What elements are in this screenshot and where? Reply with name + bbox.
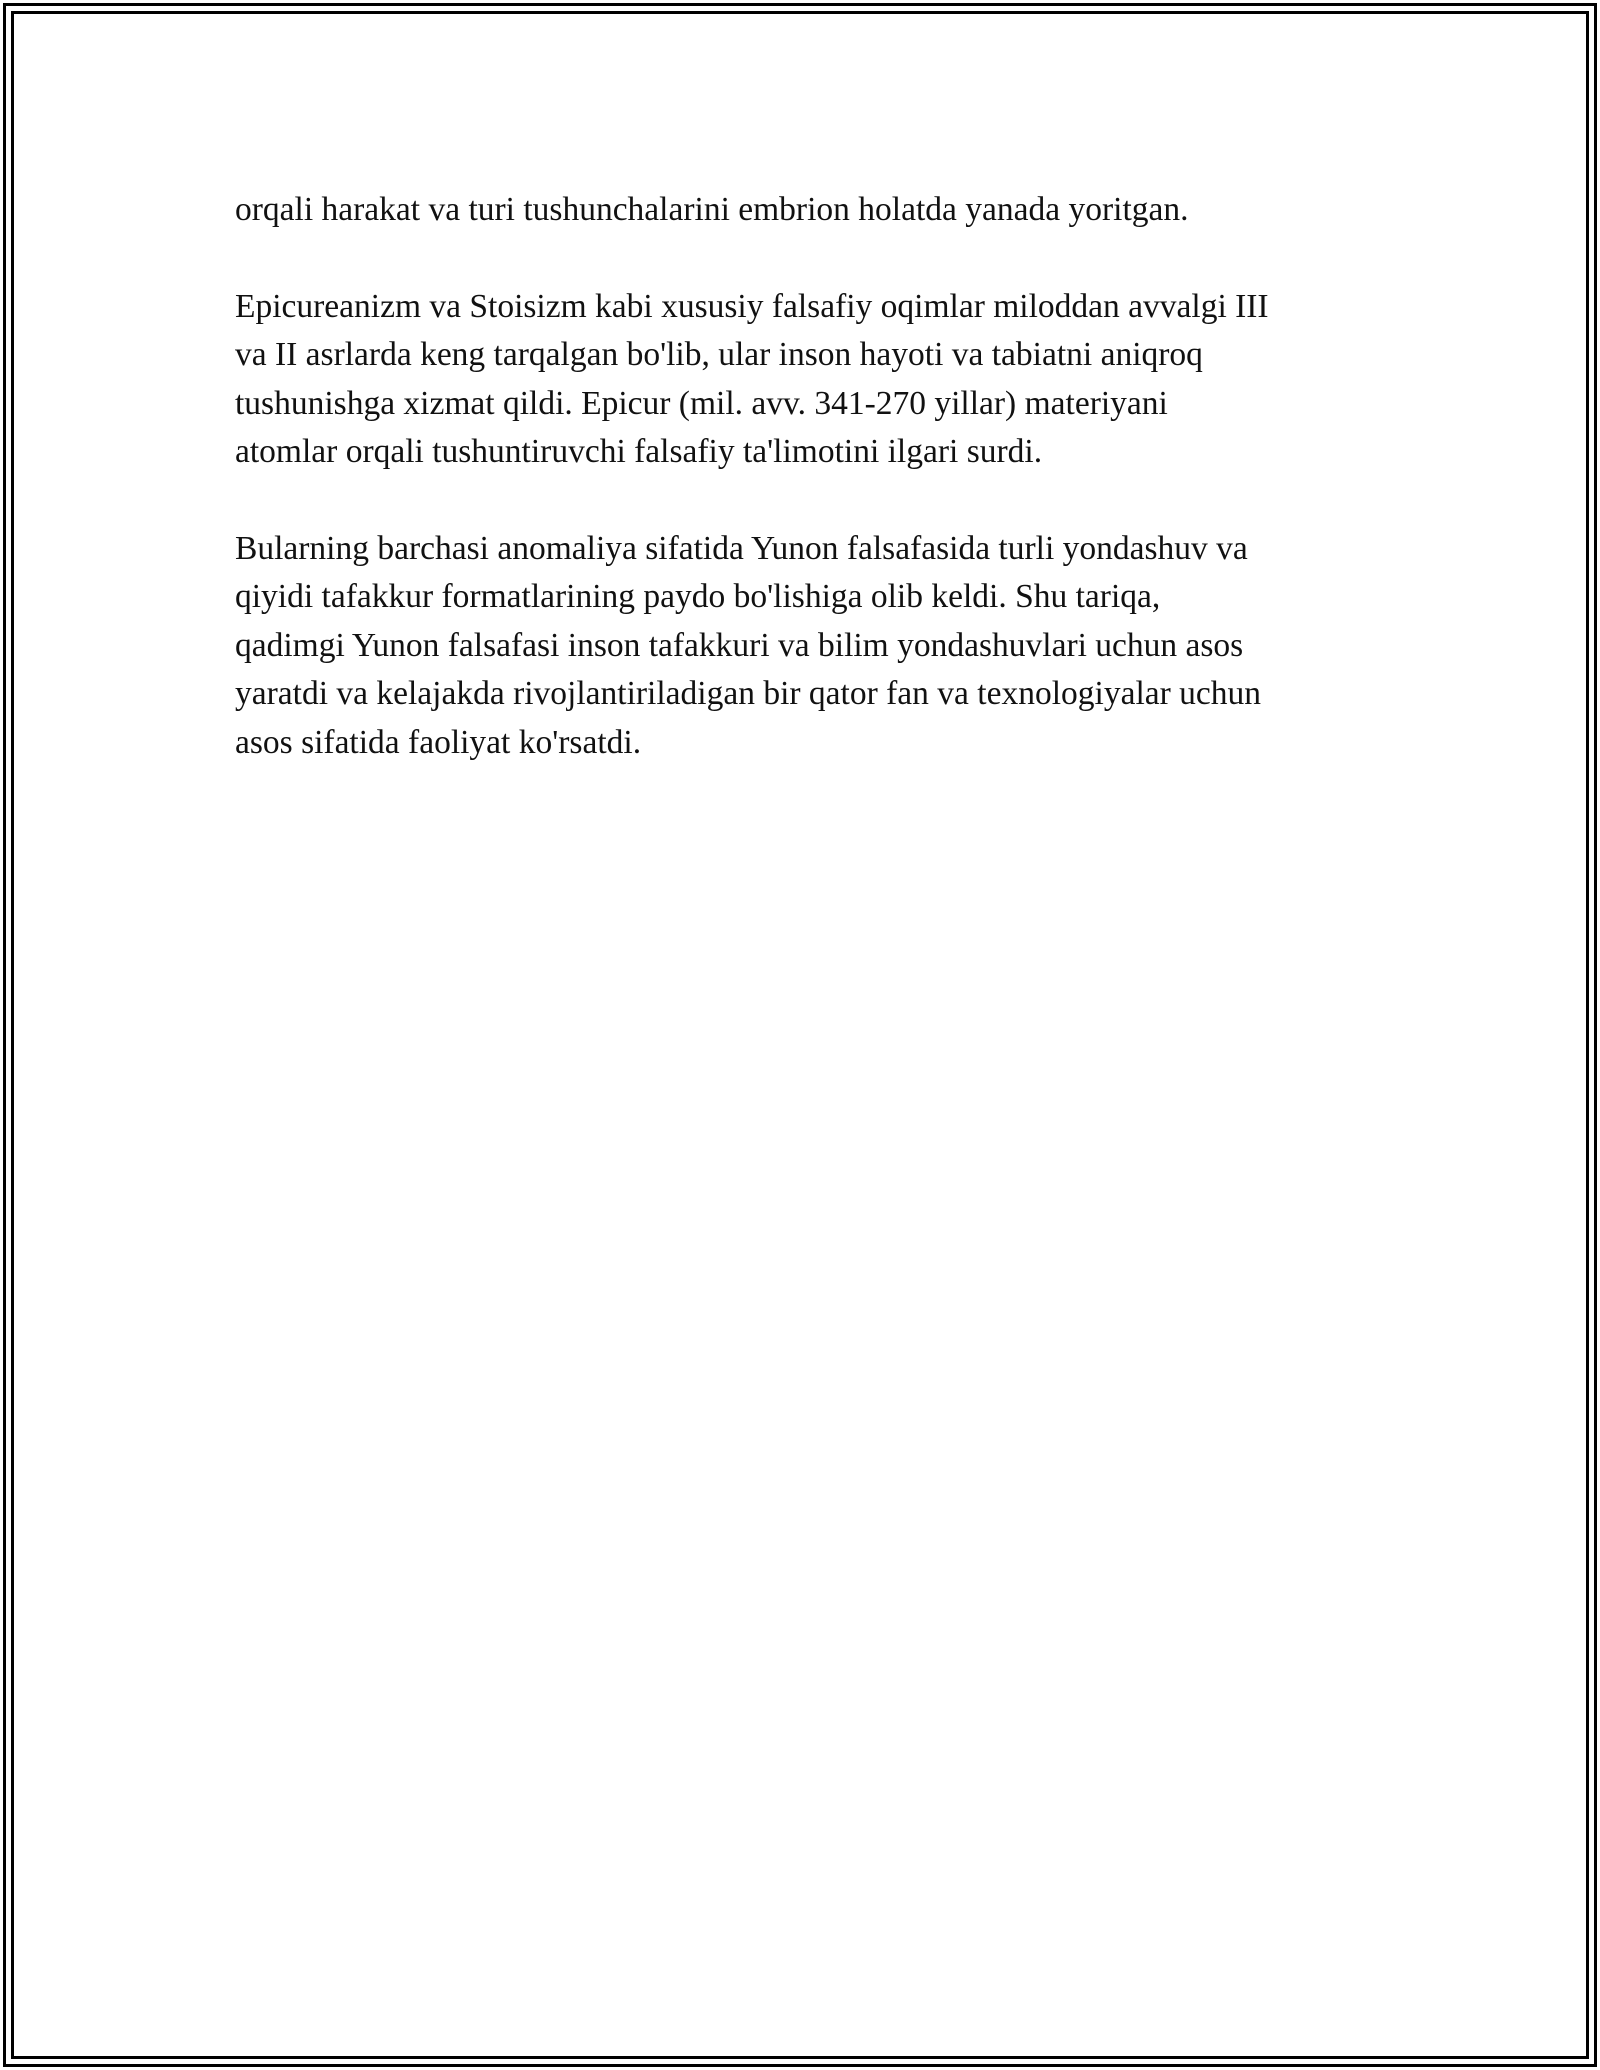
paragraph-2: Epicureanizm va Stoisizm kabi xususiy falsafiy oqimlar miloddan avvalgi III va II asrlarda keng tarqalgan bo'lib, ular inson hayoti va tabiatni aniqroq tushunishga xizmat qildi. Epicur (mil. avv. 341-270 yillar) materiyani atomlar orqali tushuntiruvchi falsafiy ta'limotini ilgari surdi. [235, 287, 1269, 470]
paragraph-3: Bularning barchasi anomaliya sifatida Yunon falsafasida turli yondashuv va qiyidi tafakkur formatlarining paydo bo'lishiga olib keldi. Shu tariqa, qadimgi Yunon falsafasi inson tafakkuri va bilim yondashuvlari uchun asos yaratdi va kelajakda rivojlantiriladigan bir qator fan va texnologiyalar uchun asos sifatida faoliyat ko'rsatdi. [235, 529, 1262, 761]
document-body [235, 186, 1385, 815]
paragraph-1: orqali harakat va turi tushunchalarini embrion holatda yanada yoritgan. [235, 191, 1189, 228]
